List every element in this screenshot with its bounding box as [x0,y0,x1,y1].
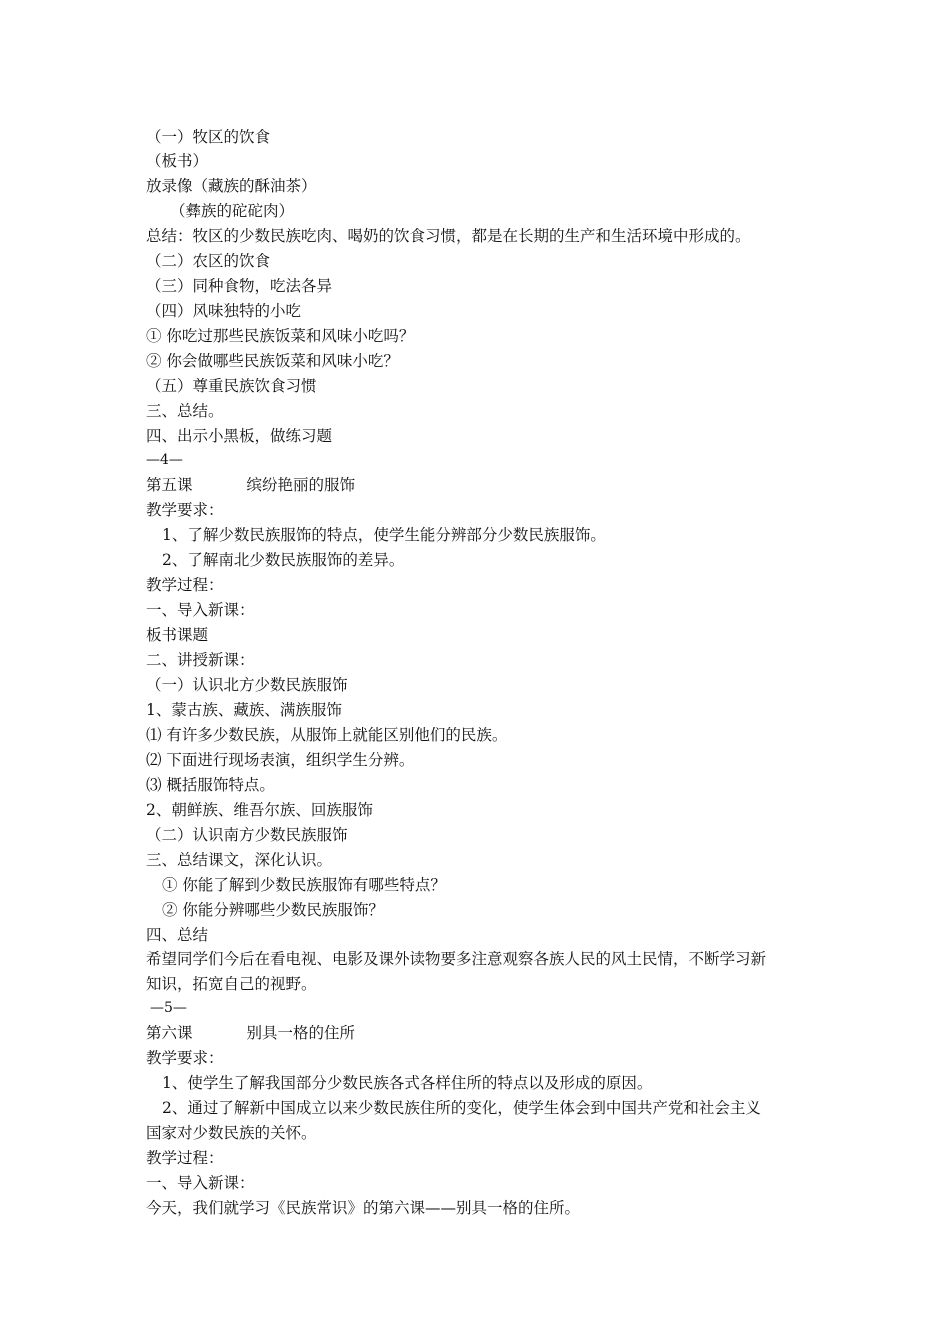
text-line: ① 你吃过那些民族饭菜和风味小吃吗？ [146,327,415,345]
text-line: ② 你能分辨哪些少数民族服饰？ [162,901,384,919]
text-line: ② 你会做哪些民族饭菜和风味小吃？ [146,352,399,370]
text-line: （三）同种食物，吃法各异 [146,277,333,295]
lesson-heading [146,474,355,496]
text-line: 教学过程： [146,1149,224,1167]
text-line: （一）牧区的饮食 [146,128,271,146]
text-line: （二）认识南方少数民族服饰 [146,826,348,844]
lesson-number: 第六课 [146,1024,193,1042]
text-line: 2、了解南北少数民族服饰的差异。 [162,551,405,569]
lesson-title: 缤纷艳丽的服饰 [246,476,356,494]
text-line: 2、通过了解新中国成立以来少数民族住所的变化，使学生体会到中国共产党和社会主义 [162,1099,761,1117]
text-line: （五）尊重民族饮食习惯 [146,377,317,395]
text-line: 板书课题 [146,626,209,644]
text-line: 四、总结 [146,926,209,944]
page-number-marker: —5— [150,1000,187,1016]
text-line: （板书） [146,152,209,170]
text-line: （四）风味独特的小吃 [146,302,302,320]
text-line: （一）认识北方少数民族服饰 [146,676,348,694]
text-line: 今天，我们就学习《民族常识》的第六课——别具一格的住所。 [146,1199,581,1217]
text-line: 教学要求： [146,501,224,519]
text-line: ⑶ 概括服饰特点。 [146,776,275,794]
text-line: 2、朝鲜族、维吾尔族、回族服饰 [146,801,373,819]
text-line: 一、导入新课： [146,601,255,619]
text-line: ⑵ 下面进行现场表演，组织学生分辨。 [146,751,415,769]
text-line: 教学过程： [146,576,224,594]
text-line: 总结：牧区的少数民族吃肉、喝奶的饮食习惯，都是在长期的生产和生活环境中形成的。 [146,227,751,245]
text-line: 希望同学们今后在看电视、电影及课外读物要多注意观察各族人民的风土民情，不断学习新 [146,950,767,968]
text-line: （彝族的砣砣肉） [170,202,295,220]
text-line: 二、讲授新课： [146,651,255,669]
lesson-title: 别具一格的住所 [246,1024,356,1042]
text-line: 教学要求： [146,1049,224,1067]
text-line: （二）农区的饮食 [146,252,271,270]
lesson-number: 第五课 [146,476,193,494]
text-line: 知识，拓宽自己的视野。 [146,975,317,993]
text-line: 1、蒙古族、藏族、满族服饰 [146,701,342,719]
text-line: 三、总结。 [146,402,224,420]
lesson-heading [146,1022,355,1044]
text-line: 1、使学生了解我国部分少数民族各式各样住所的特点以及形成的原因。 [162,1074,653,1092]
text-line: 1、了解少数民族服饰的特点，使学生能分辨部分少数民族服饰。 [162,526,606,544]
page-number-marker: —4— [146,452,183,468]
text-line: 三、总结课文，深化认识。 [146,851,333,869]
text-line: 国家对少数民族的关怀。 [146,1124,317,1142]
text-line: ⑴ 有许多少数民族，从服饰上就能区别他们的民族。 [146,726,508,744]
text-line: 放录像（藏族的酥油茶） [146,177,317,195]
text-line: 一、导入新课： [146,1174,255,1192]
text-line: 四、出示小黑板，做练习题 [146,427,333,445]
text-line: ① 你能了解到少数民族服饰有哪些特点？ [162,876,446,894]
